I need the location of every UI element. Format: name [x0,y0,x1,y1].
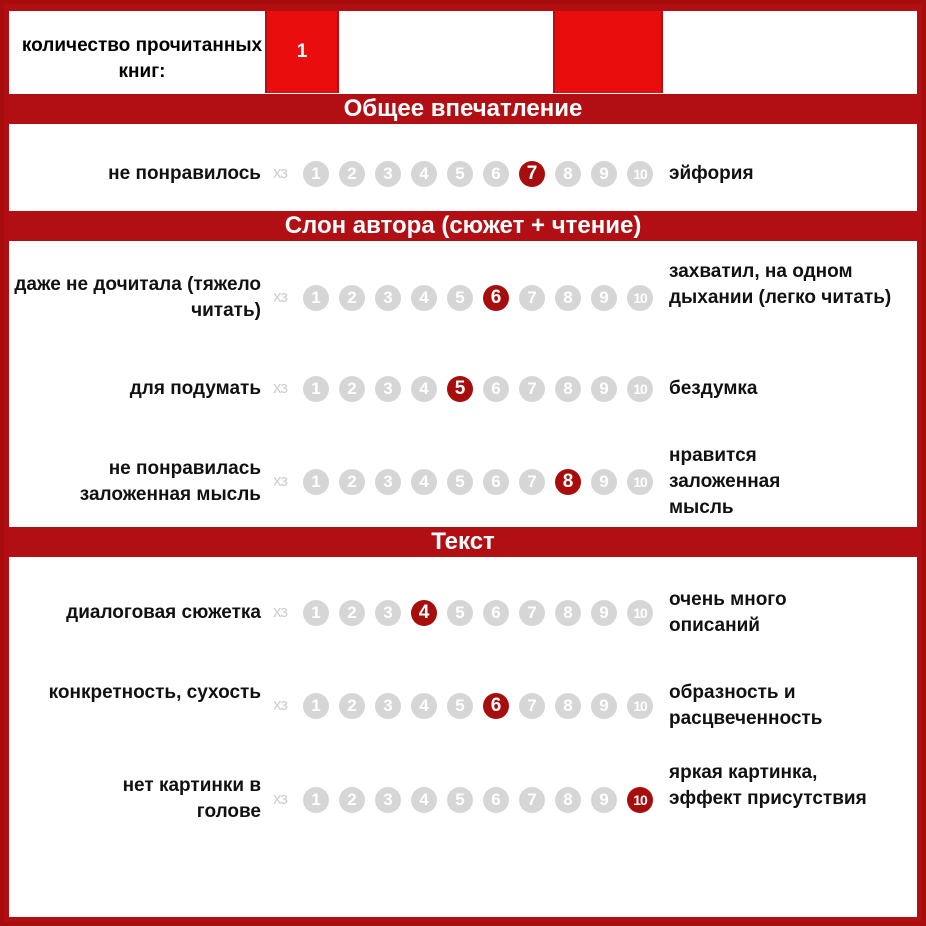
row-left-label: не понравилась заложенная мысль [79,458,261,505]
rating-option-9[interactable]: 9 [591,469,617,495]
rating-option-10[interactable]: 10 [627,600,653,626]
rating-option-5[interactable]: 5 [447,285,473,311]
rating-option-8[interactable]: 8 [555,693,581,719]
rating-option-5[interactable]: 5 [447,161,473,187]
rating-scale[interactable] [273,600,665,626]
row-right-label: яркая картинка, эффект присутствия [669,762,867,809]
rating-option-9[interactable]: 9 [591,376,617,402]
rating-option-2[interactable]: 2 [339,161,365,187]
rating-option-6[interactable]: 6 [483,285,509,311]
unknown-option[interactable]: хз [273,789,288,808]
rating-option-3[interactable]: 3 [375,600,401,626]
row-left-label: нет картинки в голове [122,775,261,822]
rating-option-4[interactable]: 4 [411,600,437,626]
rating-option-3[interactable]: 3 [375,161,401,187]
rating-option-2[interactable]: 2 [339,787,365,813]
rating-option-2[interactable]: 2 [339,469,365,495]
rating-option-6[interactable]: 6 [483,787,509,813]
rating-option-8[interactable]: 8 [555,469,581,495]
row-right-label: эйфория [669,163,754,184]
rating-option-10[interactable]: 10 [627,693,653,719]
rating-option-10[interactable]: 10 [627,469,653,495]
rating-option-4[interactable]: 4 [411,787,437,813]
rating-sheet [9,11,917,917]
rating-option-9[interactable]: 9 [591,161,617,187]
row-right-label: образность и расцвеченность [669,682,823,729]
unknown-option[interactable]: хз [273,378,288,397]
rating-option-1[interactable]: 1 [303,787,329,813]
rating-option-1[interactable]: 1 [303,161,329,187]
rating-option-7[interactable]: 7 [519,285,545,311]
rating-option-7[interactable]: 7 [519,161,545,187]
rating-option-7[interactable]: 7 [519,787,545,813]
rating-option-4[interactable]: 4 [411,693,437,719]
rating-option-7[interactable]: 7 [519,469,545,495]
rating-option-4[interactable]: 4 [411,161,437,187]
books-read-label: количество прочитанных книг: [21,35,263,82]
rating-option-10[interactable]: 10 [627,161,653,187]
rating-option-3[interactable]: 3 [375,376,401,402]
rating-scale[interactable] [273,693,665,719]
rating-option-10[interactable]: 10 [627,787,653,813]
row-right-label: очень много описаний [669,589,787,636]
rating-option-3[interactable]: 3 [375,285,401,311]
row-left-label: не понравилось [108,163,261,184]
row-left-label: диалоговая сюжетка [66,602,261,623]
rating-option-7[interactable]: 7 [519,693,545,719]
rating-option-3[interactable]: 3 [375,787,401,813]
rating-option-9[interactable]: 9 [591,600,617,626]
rating-option-5[interactable]: 5 [447,600,473,626]
rating-option-9[interactable]: 9 [591,787,617,813]
rating-option-5[interactable]: 5 [447,376,473,402]
rating-option-8[interactable]: 8 [555,600,581,626]
rating-option-8[interactable]: 8 [555,285,581,311]
rating-option-4[interactable]: 4 [411,285,437,311]
rating-option-5[interactable]: 5 [447,787,473,813]
section-overall-title: Общее впечатление [4,94,922,124]
rating-option-5[interactable]: 5 [447,469,473,495]
section-text-title: Текст [4,527,922,557]
rating-option-6[interactable]: 6 [483,161,509,187]
rating-option-7[interactable]: 7 [519,600,545,626]
rating-option-6[interactable]: 6 [483,693,509,719]
row-left-label: даже не дочитала (тяжело читать) [14,274,261,321]
row-right-label: захватил, на одном дыхании (легко читать) [669,261,892,308]
books-read-count[interactable]: 1 [267,11,337,93]
rating-option-1[interactable]: 1 [303,693,329,719]
rating-scale[interactable] [273,787,665,813]
rating-scale[interactable] [273,469,665,495]
rating-option-9[interactable]: 9 [591,693,617,719]
books-read-cell-empty[interactable] [663,11,917,93]
books-read-cell-red[interactable] [555,11,661,93]
rating-option-10[interactable]: 10 [627,376,653,402]
rating-option-4[interactable]: 4 [411,376,437,402]
rating-scale[interactable] [273,376,665,402]
row-right-label: нравится заложенная мысль [669,445,781,518]
unknown-option[interactable]: хз [273,287,288,306]
rating-option-10[interactable]: 10 [627,285,653,311]
unknown-option[interactable]: хз [273,602,288,621]
rating-option-8[interactable]: 8 [555,161,581,187]
rating-option-2[interactable]: 2 [339,376,365,402]
rating-option-7[interactable]: 7 [519,376,545,402]
row-left-label: для подумать [129,378,261,399]
books-read-cell-empty[interactable] [339,11,553,93]
rating-scale[interactable] [273,161,665,187]
unknown-option[interactable]: хз [273,695,288,714]
rating-option-5[interactable]: 5 [447,693,473,719]
unknown-option[interactable]: хз [273,471,288,490]
rating-option-6[interactable]: 6 [483,376,509,402]
books-read-row [9,11,917,93]
rating-option-1[interactable]: 1 [303,469,329,495]
row-left-label: конкретность, сухость [48,682,261,703]
rating-option-1[interactable]: 1 [303,376,329,402]
rating-option-4[interactable]: 4 [411,469,437,495]
page-frame [4,4,922,922]
rating-option-2[interactable]: 2 [339,600,365,626]
rating-option-3[interactable]: 3 [375,693,401,719]
rating-option-1[interactable]: 1 [303,285,329,311]
section-author-title: Слон автора (сюжет + чтение) [4,211,922,241]
rating-option-6[interactable]: 6 [483,469,509,495]
rating-option-2[interactable]: 2 [339,285,365,311]
unknown-option[interactable]: хз [273,163,288,182]
rating-option-2[interactable]: 2 [339,693,365,719]
rating-option-8[interactable]: 8 [555,376,581,402]
rating-option-3[interactable]: 3 [375,469,401,495]
rating-option-6[interactable]: 6 [483,600,509,626]
rating-option-1[interactable]: 1 [303,600,329,626]
rating-option-8[interactable]: 8 [555,787,581,813]
rating-scale[interactable] [273,285,665,311]
rating-option-9[interactable]: 9 [591,285,617,311]
row-right-label: бездумка [669,378,758,399]
